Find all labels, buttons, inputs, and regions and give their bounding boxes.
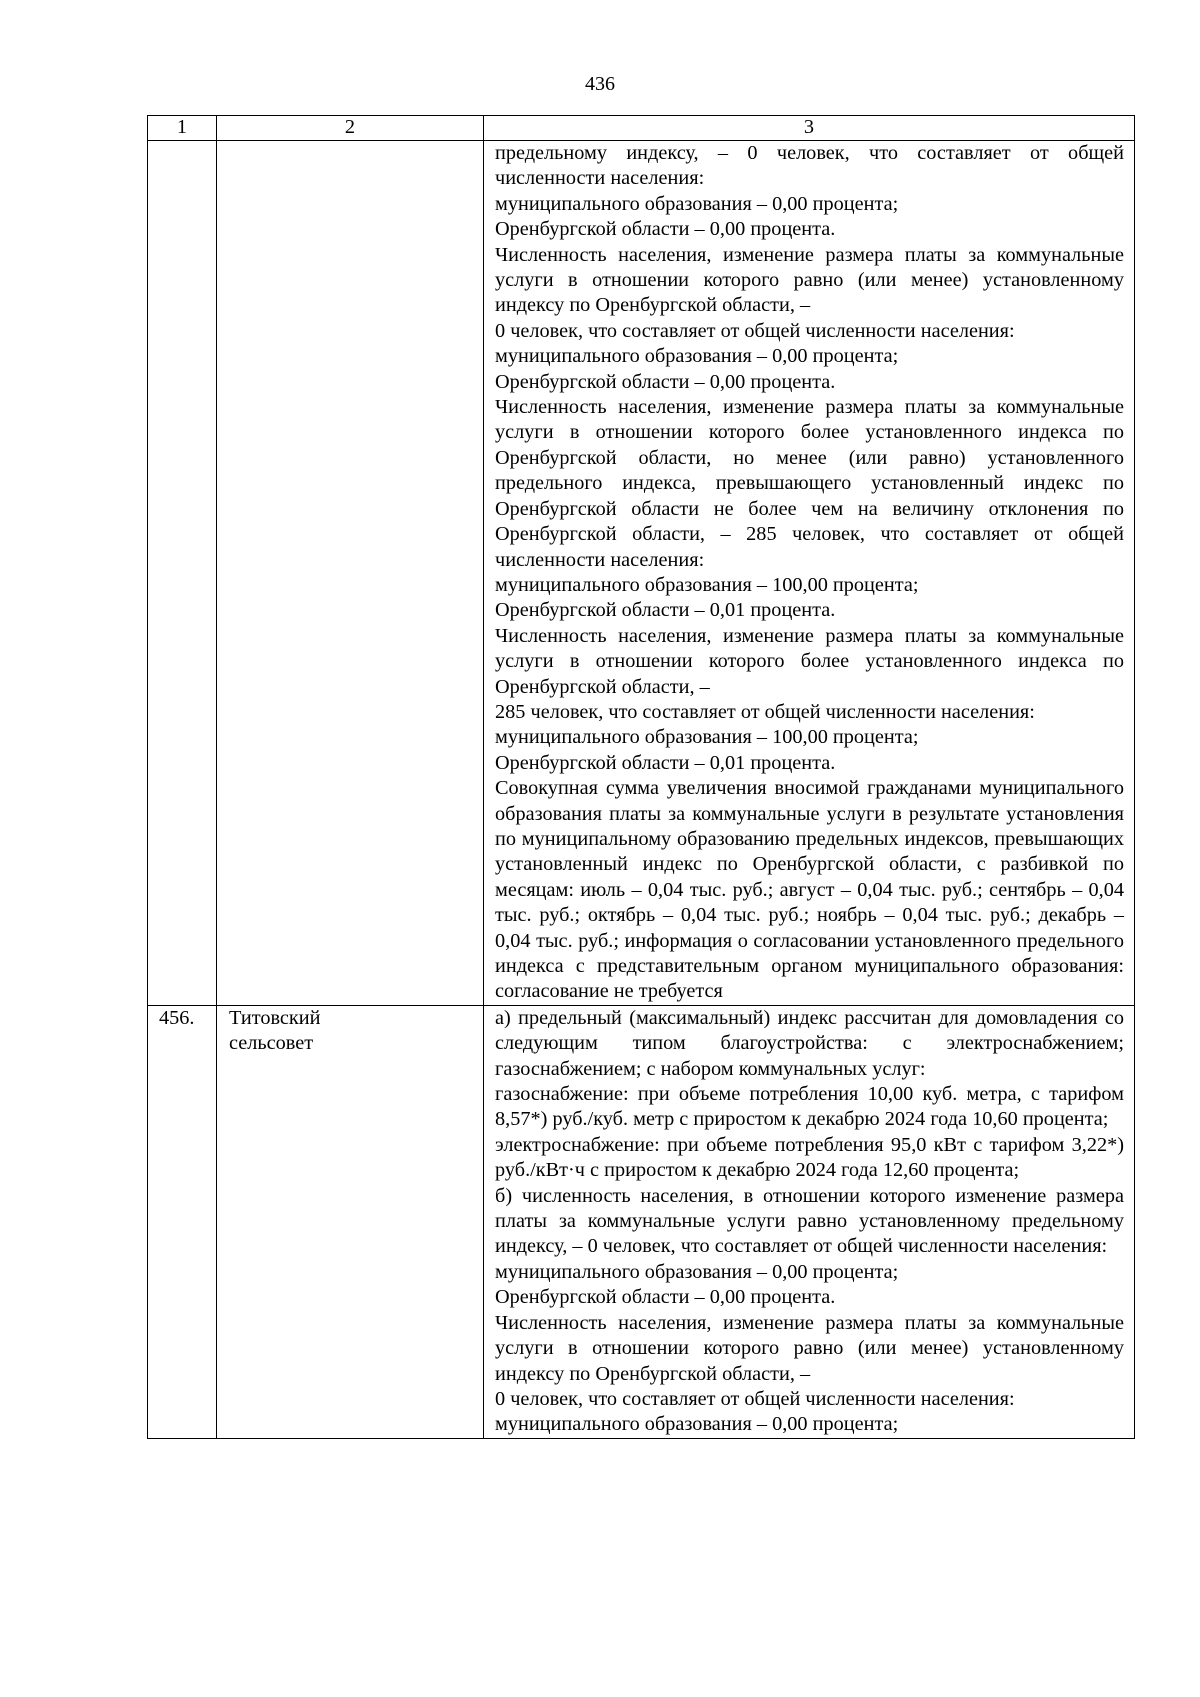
content-paragraph: Совокупная сумма увеличения вносимой гражданами муниципального образования платы за коммунальные услуги в результате установления по муниципальному образованию предельных индексов, превышающих установленный индекс по Оренбургской области, с разбивкой по месяцам: июль – 0,04 тыс. руб.; август – 0,04 тыс. руб.; сентябрь – 0,04 тыс. руб.; октябрь – 0,04 тыс. руб.; ноябрь – 0,04 тыс. руб.; декабрь – 0,04 тыс. руб.; информация о согласовании установленного предельного индекса с представительным органом муниципального образования: согласование не требуется [495, 777, 1124, 1003]
municipal-index-table [147, 115, 1135, 1439]
row-number: 456. [148, 1005, 217, 1438]
content-paragraph: Численность населения, изменение размера платы за коммунальные услуги в отношении которого более установленного индекса по Оренбургской области, но менее (или равно) установленного предельного индекса, превышающего установленный индекс по Оренбургской области не более чем на величину отклонения по Оренбургской области, – 285 человек, что составляет от общей численности населения: [495, 396, 1124, 571]
row-content [484, 141, 1135, 1006]
content-paragraph: газоснабжение: при объеме потребления 10,00 куб. метра, с тарифом 8,57*) руб./куб. метр с приростом к декабрю 2024 года 10,60 процента; [495, 1083, 1124, 1131]
table-header-row [148, 116, 1135, 141]
municipality-name-line: Титовский [229, 1006, 321, 1029]
content-paragraph: 0 человек, что составляет от общей численности населения: [495, 1387, 1015, 1410]
content-paragraph: б) численность населения, в отношении которого изменение размера платы за коммунальные услуги равно установленному предельному индексу, – 0 человек, что составляет от общей численности населения: [495, 1184, 1124, 1258]
header-col-1: 1 [148, 116, 217, 141]
content-paragraph: муниципального образования – 100,00 процента; [495, 726, 919, 749]
content-paragraph: Численность населения, изменение размера платы за коммунальные услуги в отношении которого равно (или менее) установленному индексу по Оренбургской области, – [495, 243, 1124, 317]
content-paragraph: Оренбургской области – 0,01 процента. [495, 599, 836, 622]
content-paragraph: муниципального образования – 0,00 процента; [495, 192, 899, 215]
content-paragraph: Численность населения, изменение размера платы за коммунальные услуги в отношении которого более установленного индекса по Оренбургской области, – [495, 624, 1124, 698]
content-paragraph: муниципального образования – 0,00 процента; [495, 1260, 899, 1283]
header-col-3: 3 [484, 116, 1135, 141]
content-paragraph: муниципального образования – 0,00 процента; [495, 345, 899, 368]
content-paragraph: 285 человек, что составляет от общей численности населения: [495, 700, 1035, 723]
municipality-name-line: сельсовет [229, 1032, 314, 1055]
content-paragraph: муниципального образования – 100,00 процента; [495, 573, 919, 596]
content-paragraph: Оренбургской области – 0,01 процента. [495, 751, 836, 774]
row-number [148, 141, 217, 1006]
content-paragraph: предельному индексу, – 0 человек, что составляет от общей численности населения: [495, 142, 1124, 190]
content-paragraph: электроснабжение: при объеме потребления 95,0 кВт с тарифом 3,22*) руб./кВт·ч с приростом к декабрю 2024 года 12,60 процента; [495, 1133, 1124, 1182]
row-content [484, 1005, 1135, 1438]
content-paragraph: Оренбургской области – 0,00 процента. [495, 370, 836, 393]
table-row [148, 141, 1135, 1006]
content-paragraph: а) предельный (максимальный) индекс рассчитан для домовладения со следующим типом благоустройства: с электроснабжением; газоснабжением; с набором коммунальных услуг: [495, 1006, 1124, 1080]
content-paragraph: 0 человек, что составляет от общей численности населения: [495, 319, 1015, 342]
header-col-2: 2 [217, 116, 484, 141]
content-paragraph: Численность населения, изменение размера платы за коммунальные услуги в отношении которого равно (или менее) установленному индексу по Оренбургской области, – [495, 1311, 1124, 1385]
content-paragraph: муниципального образования – 0,00 процента; [495, 1413, 899, 1436]
municipality-name [217, 1005, 484, 1438]
content-paragraph: Оренбургской области – 0,00 процента. [495, 1286, 836, 1309]
content-paragraph: Оренбургской области – 0,00 процента. [495, 218, 836, 241]
table-row [148, 1005, 1135, 1438]
municipality-name [217, 141, 484, 1006]
page-number: 436 [585, 73, 615, 95]
